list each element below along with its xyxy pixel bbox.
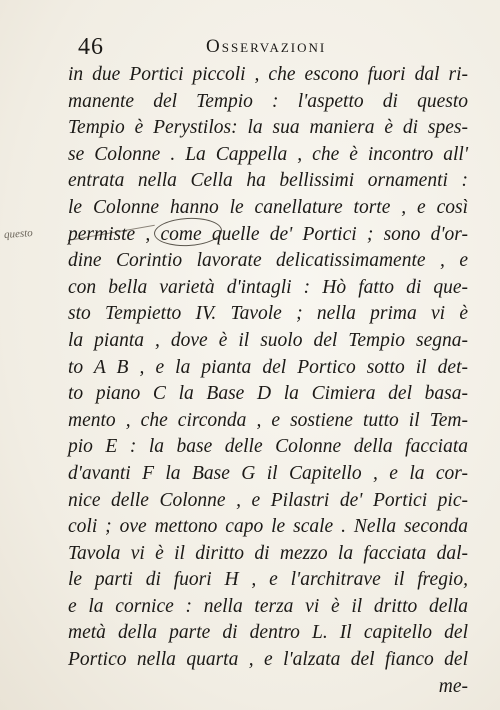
text-line: le parti di fuori H , e l'architrave il fregio, bbox=[68, 569, 468, 591]
text-line: pio E : la base delle Colonne della facciata bbox=[68, 436, 468, 458]
page-number: 46 bbox=[78, 34, 104, 60]
page-header bbox=[78, 34, 458, 62]
text-line: to piano C la Base D la Cimiera del basa- bbox=[68, 383, 468, 405]
text-line: metà della parte di dentro L. Il capitello del bbox=[68, 622, 468, 644]
text-line: Tavola vi è il diritto di mezzo la facciata dal- bbox=[68, 542, 468, 564]
text-line: in due Portici piccoli , che escono fuori dal ri- bbox=[68, 64, 468, 85]
text-line: mento , che circonda , e sostiene tutto il Tem- bbox=[68, 409, 468, 431]
text-line: sto Tempietto IV. Tavole ; nella prima vi è bbox=[68, 303, 468, 325]
text-line: Tempio è Perystilos: la sua maniera è di spes- bbox=[68, 117, 468, 139]
text-line: se Colonne . La Cappella , che è incontro all' bbox=[68, 143, 468, 165]
text-line: con bella varietà d'intagli : Hò fatto di que- bbox=[68, 276, 468, 298]
running-head: Osservazioni bbox=[206, 36, 327, 57]
catchword: me- bbox=[438, 675, 468, 697]
handwritten-margin-note: questo bbox=[3, 227, 34, 241]
text-line: la pianta , dove è il suolo del Tempio segna- bbox=[68, 329, 468, 351]
body-text bbox=[68, 62, 468, 700]
text-line: dine Corintio lavorate delicatissimamente , e bbox=[68, 250, 468, 272]
text-line: coli ; ove mettono capo le scale . Nella seconda bbox=[68, 516, 468, 538]
text-line: le Colonne hanno le canellature torte , e così bbox=[68, 196, 468, 218]
text-line: nice delle Colonne , e Pilastri de' Portici pic- bbox=[68, 489, 468, 511]
text-line: manente del Tempio : l'aspetto di questo bbox=[68, 90, 468, 112]
text-line: Portico nella quarta , e l'alzata del fianco del bbox=[68, 649, 468, 671]
text-line: entrata nella Cella ha bellissimi ornamenti : bbox=[68, 170, 468, 192]
text-line: d'avanti F la Base G il Capitello , e la cor- bbox=[68, 462, 468, 484]
text-line: permiste , come quelle de' Portici ; sono d'or- bbox=[68, 223, 468, 245]
text-line: e la cornice : nella terza vi è il dritto della bbox=[68, 595, 468, 617]
text-line: to A B , e la pianta del Portico sotto il det- bbox=[68, 356, 468, 378]
